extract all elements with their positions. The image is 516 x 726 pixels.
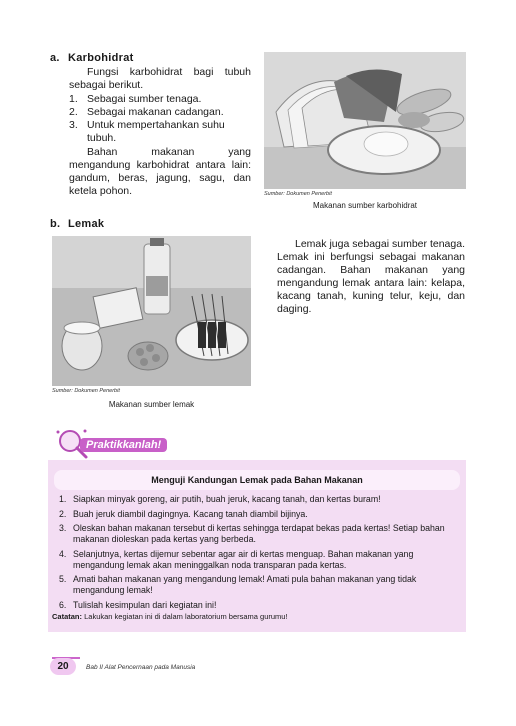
fat-photo-source: Sumber: Dokumen Penerbit [52, 388, 120, 394]
praktik-note [52, 612, 462, 621]
list-item: 5. Amati bahan makanan yang mengandung lemak! Amati pula bahan makanan yang tidak mengandung lemak! [59, 574, 417, 595]
praktik-title-bar [54, 470, 460, 490]
fat-photo-caption: Makanan sumber lemak [108, 400, 195, 409]
carbohydrate-photo-caption: Makanan sumber karbohidrat [312, 201, 418, 210]
praktik-title: Menguji Kandungan Lemak pada Bahan Makanan [151, 475, 363, 485]
fat-photo [52, 236, 251, 386]
section-a-letter: a. [50, 52, 60, 64]
carbohydrate-photo [264, 52, 466, 189]
fat-photo-illustration [52, 236, 251, 386]
carbohydrate-foods-text: Bahan makanan yang mengandung karbohidrat antara lain: gandum, beras, jagung, sagu, dan ketela pohon. [69, 146, 251, 197]
list-item: 2. Sebagai makanan cadangan. [69, 106, 224, 118]
section-b-title: Lemak [68, 218, 105, 230]
list-item: 4. Selanjutnya, kertas dijemur sebentar agar air di kertas menguap. Bahan makanan yang mengandung lemak akan meninggalkan noda transparan pada kertas. [59, 548, 414, 570]
list-item: 3. Untuk mempertahankan suhu tubuh. [69, 119, 225, 144]
section-a-title: Karbohidrat [68, 52, 134, 64]
carbohydrate-function-list [69, 93, 251, 145]
page-number: 20 [50, 658, 76, 675]
section-a-body [69, 66, 251, 198]
section-a-heading [50, 52, 134, 64]
section-b-letter: b. [50, 218, 61, 230]
chapter-title: Bab II Alat Pencernaan pada Manusia [86, 664, 196, 671]
praktik-badge: Praktikkanlah! [80, 438, 167, 452]
list-item: 3. Oleskan bahan makanan tersebut di kertas sehingga terdapat bekas pada kertas! Setiap bahan makanan dioleskan pada kertas yang berbeda. [59, 523, 445, 544]
carbohydrate-intro: Fungsi karbohidrat bagi tubuh sebagai berikut. [69, 66, 251, 91]
list-item: 2. Buah jeruk diambil dagingnya. Kacang tanah diambil bijinya. [59, 508, 308, 519]
praktik-note-text: Lakukan kegiatan ini di dalam laboratorium bersama gurumu! [84, 612, 288, 621]
section-b-heading [50, 218, 104, 230]
praktik-note-label: Catatan: [52, 612, 83, 621]
carbohydrate-photo-illustration [264, 52, 466, 189]
praktik-steps [48, 494, 458, 614]
list-item: 1. Siapkan minyak goreng, air putih, buah jeruk, kacang tanah, dan kertas buram! [59, 494, 381, 504]
list-item: 1. Sebagai sumber tenaga. [69, 93, 202, 105]
fat-text: Lemak juga sebagai sumber tenaga. Lemak ini berfungsi sebagai makanan cadangan. Bahan makanan yang mengandung lemak antara lain: kelapa, kacang tanah, kuning telur, keju, dan daging. [277, 238, 465, 315]
list-item: 6. Tulislah kesimpulan dari kegiatan ini! [59, 599, 217, 610]
praktik-box [48, 460, 466, 632]
section-b-body [277, 238, 465, 316]
carbohydrate-photo-source: Sumber: Dokumen Penerbit [264, 191, 332, 197]
